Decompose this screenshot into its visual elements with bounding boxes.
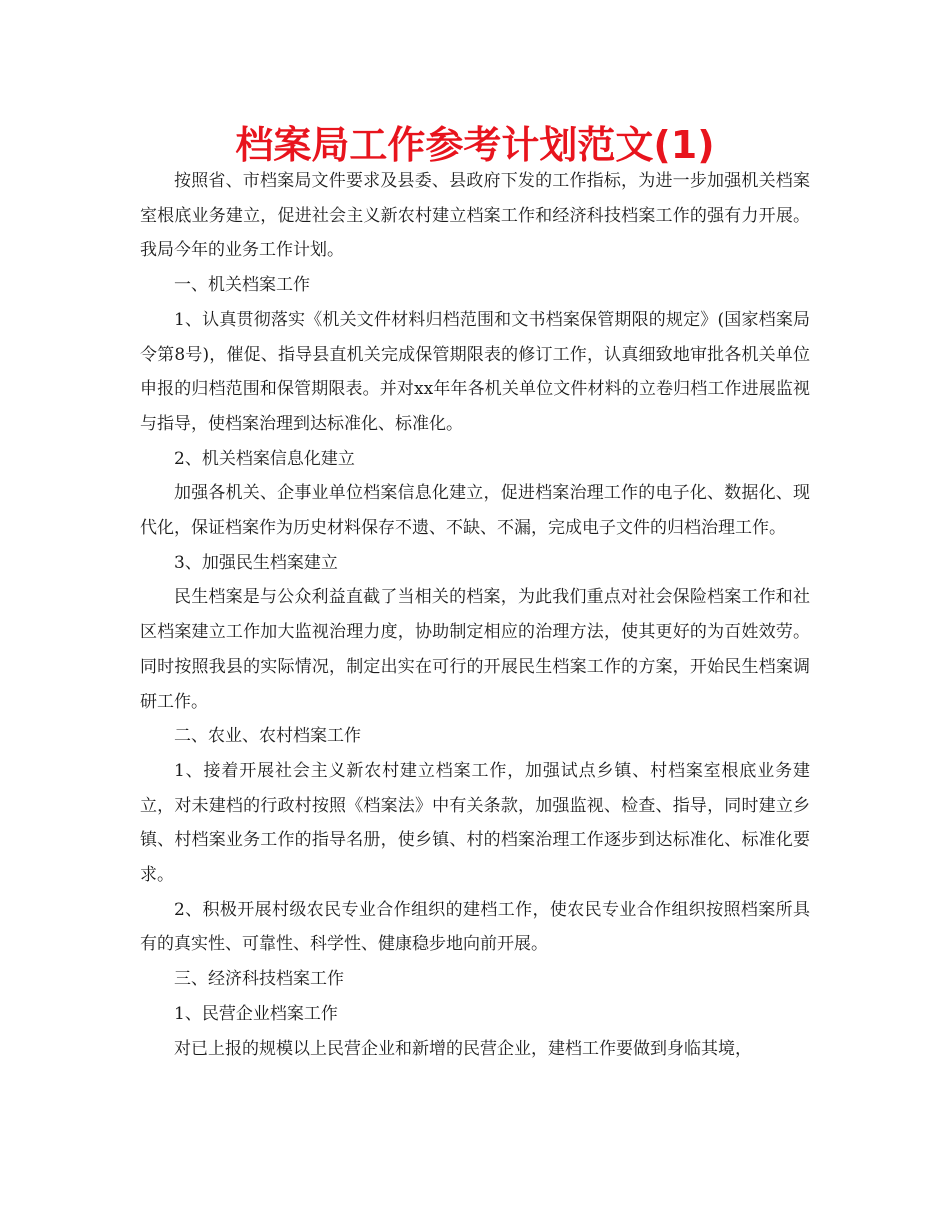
subheading-3-1: 1、民营企业档案工作 [174,1003,338,1024]
paragraph-1-1: 1、认真贯彻落实《机关文件材料归档范围和文书档案保管期限的规定》(国家档案局令第8号)，催促、指导县直机关完成保管期限表的修订工作，认真细致地审批各机关单位申报的归档范围和保管期限表。并对xx年年各机关单位文件材料的立卷归档工作进展监视与指导，使档案治理到达标准化、标准化。 [140,309,810,434]
document-body [140,164,810,1066]
subheading-1-2: 2、机关档案信息化建立 [174,448,355,469]
paragraph-intro: 按照省、市档案局文件要求及县委、县政府下发的工作指标，为进一步加强机关档案室根底业务建立，促进社会主义新农村建立档案工作和经济科技档案工作的强有力开展。我局今年的业务工作计划。 [140,171,810,261]
section-heading-1: 一、机关档案工作 [174,275,310,296]
paragraph-2-1: 1、接着开展社会主义新农村建立档案工作，加强试点乡镇、村档案室根底业务建立，对未建档的行政村按照《档案法》中有关条款，加强监视、检查、指导，同时建立乡镇、村档案业务工作的指导名册，使乡镇、村的档案治理工作逐步到达标准化、标准化要求。 [140,760,810,886]
paragraph-2-2: 2、积极开展村级农民专业合作组织的建档工作，使农民专业合作组织按照档案所具有的真实性、可靠性、科学性、健康稳步地向前开展。 [140,899,810,955]
paragraph-1-3: 民生档案是与公众利益直截了当相关的档案，为此我们重点对社会保险档案工作和社区档案建立工作加大监视治理力度，协助制定相应的治理方法，使其更好的为百姓效劳。同时按照我县的实际情况，制定出实在可行的开展民生档案工作的方案，开始民生档案调研工作。 [140,587,810,712]
section-heading-2: 二、农业、农村档案工作 [174,726,361,747]
paragraph-1-2: 加强各机关、企事业单位档案信息化建立，促进档案治理工作的电子化、数据化、现代化，保证档案作为历史材料保存不遗、不缺、不漏，完成电子文件的归档治理工作。 [140,483,810,539]
paragraph-3-1: 对已上报的规模以上民营企业和新增的民营企业，建档工作要做到身临其境， [174,1038,752,1059]
subheading-1-3: 3、加强民生档案建立 [174,552,338,573]
section-heading-3: 三、经济科技档案工作 [174,969,344,990]
document-title: 档案局工作参考计划范文(1) [235,123,715,167]
